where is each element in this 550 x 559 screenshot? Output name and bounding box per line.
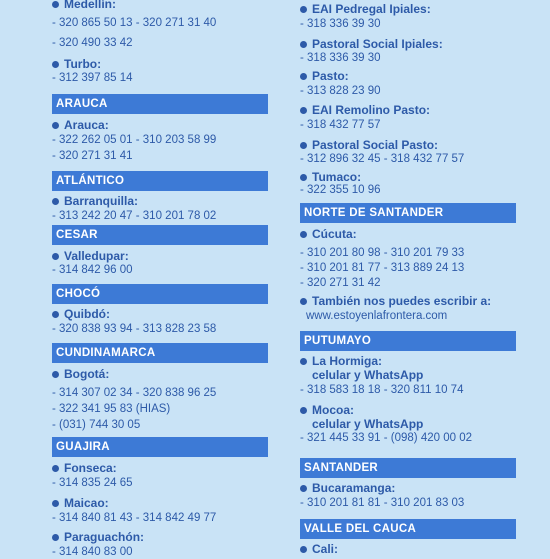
city-barranquilla: Barranquilla:: [52, 194, 138, 208]
city-arauca: Arauca:: [52, 118, 109, 132]
phone-line: - 318 432 77 57: [300, 119, 381, 131]
bullet-icon: [52, 311, 59, 318]
phone-line: - 310 201 80 98 - 310 201 79 33: [300, 247, 465, 259]
city-pastoral-social-ipiales: Pastoral Social Ipiales:: [300, 37, 443, 51]
bullet-icon: [300, 174, 307, 181]
bullet-icon: [52, 61, 59, 68]
city-cali: Cali:: [300, 542, 338, 556]
section-header-putumayo: PUTUMAYO: [300, 331, 516, 351]
bullet-icon: [52, 500, 59, 507]
website-link[interactable]: www.estoyenlafrontera.com: [306, 310, 448, 322]
phone-line: - 318 336 39 30: [300, 18, 381, 30]
section-header-choco: CHOCÓ: [52, 284, 268, 304]
bullet-icon: [300, 6, 307, 13]
bullet-icon: [300, 41, 307, 48]
bullet-icon: [300, 485, 307, 492]
city-fonseca: Fonseca:: [52, 461, 117, 475]
bullet-icon: [52, 534, 59, 541]
section-header-norte-de-santander: NORTE DE SANTANDER: [300, 203, 516, 223]
contact-channel-label: celular y WhatsApp: [312, 417, 424, 431]
city-pastoral-social-pasto: Pastoral Social Pasto:: [300, 138, 438, 152]
section-header-cesar: CESAR: [52, 225, 268, 245]
phone-line: - 320 271 31 42: [300, 277, 381, 289]
bullet-icon: [300, 358, 307, 365]
city-cucuta: Cúcuta:: [300, 227, 357, 241]
phone-line: - 312 896 32 45 - 318 432 77 57: [300, 153, 465, 165]
city-pasto: Pasto:: [300, 69, 349, 83]
phone-line: - 313 828 23 90: [300, 85, 381, 97]
phone-line: - 320 271 31 41: [52, 150, 133, 162]
city-tumaco: Tumaco:: [300, 170, 361, 184]
section-header-santander: SANTANDER: [300, 458, 516, 478]
bullet-icon: [52, 371, 59, 378]
bullet-icon: [300, 73, 307, 80]
phone-line: - 310 201 81 81 - 310 201 83 03: [300, 497, 465, 509]
city-maicao: Maicao:: [52, 496, 109, 510]
city-paraguachon: Paraguachón:: [52, 530, 144, 544]
phone-line: - 314 307 02 34 - 320 838 96 25: [52, 387, 217, 399]
contact-write-us: También nos puedes escribir a:: [300, 294, 491, 308]
phone-line: - 314 842 96 00: [52, 264, 133, 276]
city-eai-remolino-pasto: EAI Remolino Pasto:: [300, 103, 430, 117]
phone-line: - 310 201 81 77 - 313 889 24 13: [300, 262, 465, 274]
phone-line: - 322 262 05 01 - 310 203 58 99: [52, 134, 217, 146]
bullet-icon: [52, 253, 59, 260]
bullet-icon: [300, 407, 307, 414]
contact-channel-label: celular y WhatsApp: [312, 368, 424, 382]
phone-line: - 320 490 33 42: [52, 37, 133, 49]
bullet-icon: [300, 231, 307, 238]
city-mocoa: Mocoa:: [300, 403, 354, 417]
bullet-icon: [52, 1, 59, 8]
phone-line: - 314 835 24 65: [52, 477, 133, 489]
phone-line: - 313 242 20 47 - 310 201 78 02: [52, 210, 217, 222]
city-valledupar: Valledupar:: [52, 249, 129, 263]
bullet-icon: [300, 107, 307, 114]
city-medellin: Medellín:: [52, 0, 116, 11]
section-header-cundinamarca: CUNDINAMARCA: [52, 343, 268, 363]
section-header-guajira: GUAJIRA: [52, 437, 268, 457]
phone-line: - 320 865 50 13 - 320 271 31 40: [52, 17, 217, 29]
city-bucaramanga: Bucaramanga:: [300, 481, 395, 495]
phone-line: - 312 397 85 14: [52, 72, 133, 84]
bullet-icon: [300, 142, 307, 149]
phone-line: - 314 840 83 00: [52, 546, 133, 558]
bullet-icon: [52, 122, 59, 129]
city-quibdo: Quibdó:: [52, 307, 110, 321]
section-header-atlantico: ATLÁNTICO: [52, 171, 268, 191]
phone-line: - 322 355 10 96: [300, 184, 381, 196]
section-header-arauca: ARAUCA: [52, 94, 268, 114]
city-la-hormiga: La Hormiga:: [300, 354, 382, 368]
phone-line: - 318 336 39 30: [300, 52, 381, 64]
phone-line: - 322 341 95 83 (HIAS): [52, 403, 171, 415]
section-header-valle-del-cauca: VALLE DEL CAUCA: [300, 519, 516, 539]
city-bogota: Bogotá:: [52, 367, 109, 381]
phone-line: - 320 838 93 94 - 313 828 23 58: [52, 323, 217, 335]
phone-line: - 314 840 81 43 - 314 842 49 77: [52, 512, 217, 524]
bullet-icon: [300, 298, 307, 305]
bullet-icon: [52, 198, 59, 205]
right-column: [300, 0, 516, 556]
phone-line: - 318 583 18 18 - 320 811 10 74: [300, 384, 464, 396]
phone-line: - 321 445 33 91 - (098) 420 00 02: [300, 432, 472, 444]
city-eai-pedregal-ipiales: EAI Pedregal Ipiales:: [300, 2, 431, 16]
left-column: [52, 0, 268, 558]
phone-line: - (031) 744 30 05: [52, 419, 141, 431]
bullet-icon: [52, 465, 59, 472]
city-turbo: Turbo:: [52, 57, 101, 71]
